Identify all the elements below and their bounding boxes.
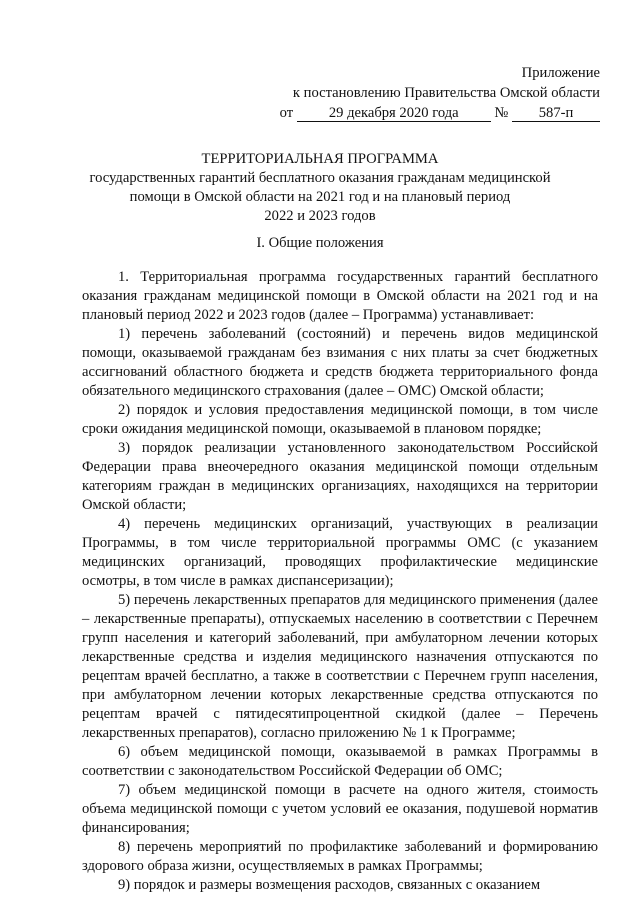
paragraph: 3) порядок реализации установленного законодательством Российской Федерации права внеочередного оказания медицинской помощи отдельным категориям граждан в медицинских организациях, находящихся на территории Омской области; xyxy=(82,440,598,513)
title-line: ТЕРРИТОРИАЛЬНАЯ ПРОГРАММА xyxy=(201,151,439,167)
paragraph: 4) перечень медицинских организаций, участвующих в реализации Программы, в том числе территориальной программы ОМС (с указанием медицинских организаций, проводящих профилактические медицинские осмотры, в том числе в рамках диспансеризации); xyxy=(82,516,598,589)
document-title xyxy=(60,150,580,226)
paragraph: 7) объем медицинской помощи в расчете на одного жителя, стоимость объема медицинской помощи с учетом условий ее оказания, подушевой норматив финансирования; xyxy=(82,782,598,836)
title-line: 2022 и 2023 годов xyxy=(264,208,376,224)
section-heading: I. Общие положения xyxy=(256,235,384,251)
paragraph: 1. Территориальная программа государственных гарантий бесплатного оказания гражданам медицинской помощи в Омской области на 2021 год и на плановый период 2022 и 2023 годов (далее – Программа) устанавливает: xyxy=(82,269,598,323)
number-label: № xyxy=(494,105,509,121)
document-body xyxy=(82,268,598,895)
paragraph: 9) порядок и размеры возмещения расходов, связанных с оказанием xyxy=(118,877,541,893)
appendix-block xyxy=(280,63,600,123)
resolution-date: 29 декабря 2020 года xyxy=(297,106,491,122)
paragraph: 1) перечень заболеваний (состояний) и перечень видов медицинской помощи, оказываемой гражданам без взимания с них платы за счет бюджетных ассигнований областного бюджета и средств бюджета территориального фонда обязательного медицинского страхования (далее – ОМС) Омской области; xyxy=(82,326,598,399)
appendix-resolution: к постановлению Правительства Омской области xyxy=(292,85,600,101)
paragraph: 5) перечень лекарственных препаратов для медицинского применения (далее – лекарственные препараты), отпускаемых населению в соответствии с Перечнем групп населения и категорий заболеваний, при амбулаторном лечении которых лекарственные средства и изделия медицинского назначения отпускаются по рецептам врачей бесплатно, а также в соответствии с Перечнем групп населения, при амбулаторном лечении которых лекарственные средства отпускаются по рецептам врачей с пятидесятипроцентной скидкой (далее – Перечень лекарственных препаратов), согласно приложению № 1 к Программе; xyxy=(82,592,598,741)
resolution-number: 587-п xyxy=(512,106,600,122)
appendix-title: Приложение xyxy=(521,65,600,81)
appendix-date-row xyxy=(280,103,600,123)
paragraph: 6) объем медицинской помощи, оказываемой в рамках Программы в соответствии с законодательством Российской Федерации об ОМС; xyxy=(82,744,598,779)
from-label: от xyxy=(279,105,294,121)
title-line: помощи в Омской области на 2021 год и на плановый период xyxy=(129,189,511,205)
paragraph: 8) перечень мероприятий по профилактике заболеваний и формированию здорового образа жизни, осуществляемых в рамках Программы; xyxy=(82,839,598,874)
title-line: государственных гарантий бесплатного оказания гражданам медицинской xyxy=(89,170,551,186)
paragraph: 2) порядок и условия предоставления медицинской помощи, в том числе сроки ожидания медицинской помощи, оказываемой в плановом порядке; xyxy=(82,402,598,437)
